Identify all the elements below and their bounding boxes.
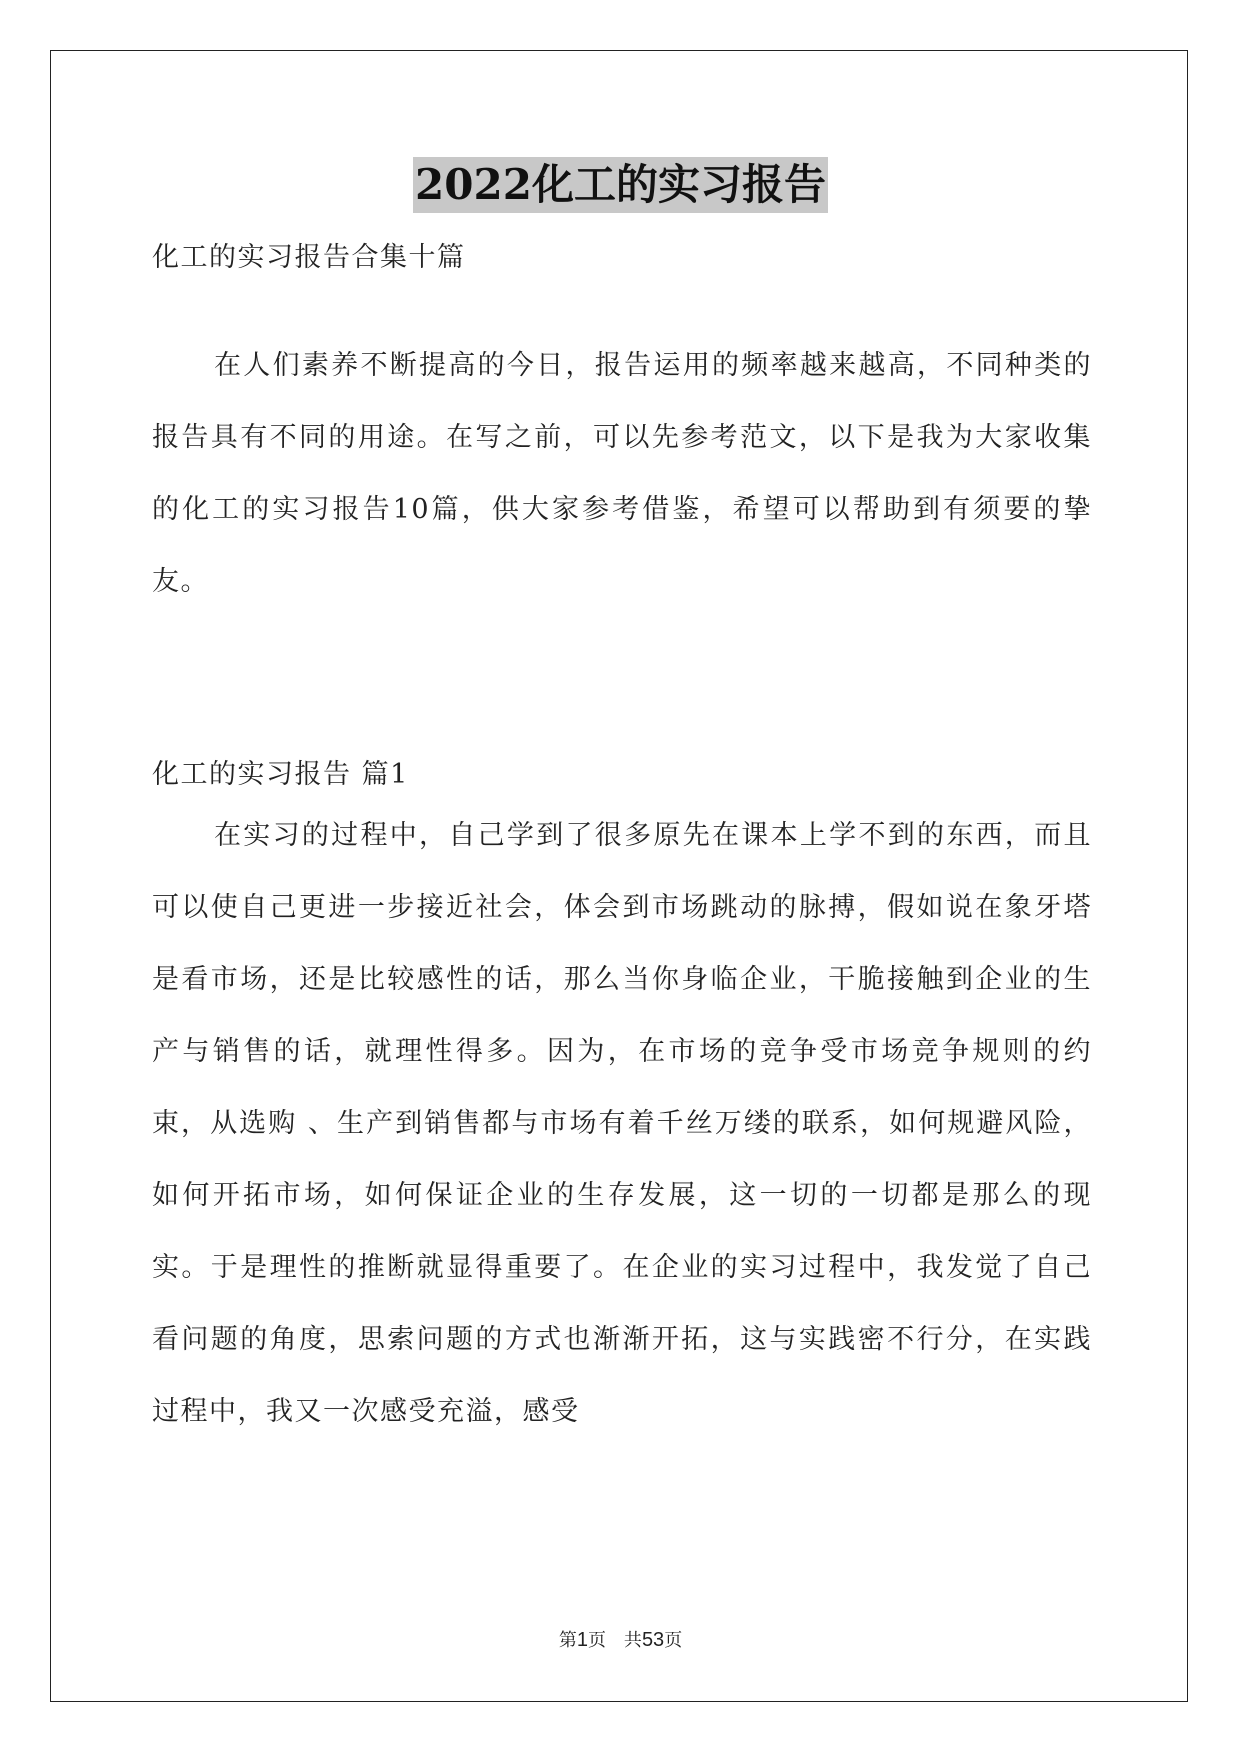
footer-mid: 页 共 bbox=[587, 1630, 642, 1651]
footer-suffix: 页 bbox=[664, 1630, 683, 1651]
document-title: 2022化工的实习报告 bbox=[413, 157, 828, 213]
total-page-number: 53 bbox=[641, 1629, 665, 1651]
title-container bbox=[0, 157, 1241, 213]
current-page-number: 1 bbox=[576, 1629, 588, 1651]
section-heading: 化工的实习报告 篇1 bbox=[152, 759, 409, 790]
intro-paragraph: 在人们素养不断提高的今日，报告运用的频率越来越高，不同种类的报告具有不同的用途。在写之前，可以先参考范文，以下是我为大家收集的化工的实习报告10篇，供大家参考借鉴，希望可以帮助到有须要的挚友。 bbox=[152, 350, 1092, 597]
section-paragraph: 在实习的过程中，自己学到了很多原先在课本上学不到的东西，而且可以使自己更进一步接近社会，体会到市场跳动的脉搏，假如说在象牙塔是看市场，还是比较感性的话，那么当你身临企业，干脆接触到企业的生产与销售的话，就理性得多。因为，在市场的竞争受市场竞争规则的约束，从选购 、生产到销售都与市场有着千丝万缕的联系，如何规避风险，如何开拓市场，如何保证企业的生存发展，这一切的一切都是那么的现实。于是理性的推断就显得重要了。在企业的实习过程中，我发觉了自己看问题的角度，思索问题的方式也渐渐开拓，这与实践密不行分，在实践过程中，我又一次感受充溢，感受 bbox=[152, 820, 1092, 1427]
page-footer bbox=[0, 1626, 1241, 1652]
footer-prefix: 第 bbox=[558, 1630, 577, 1651]
document-subtitle: 化工的实习报告合集十篇 bbox=[152, 242, 466, 273]
